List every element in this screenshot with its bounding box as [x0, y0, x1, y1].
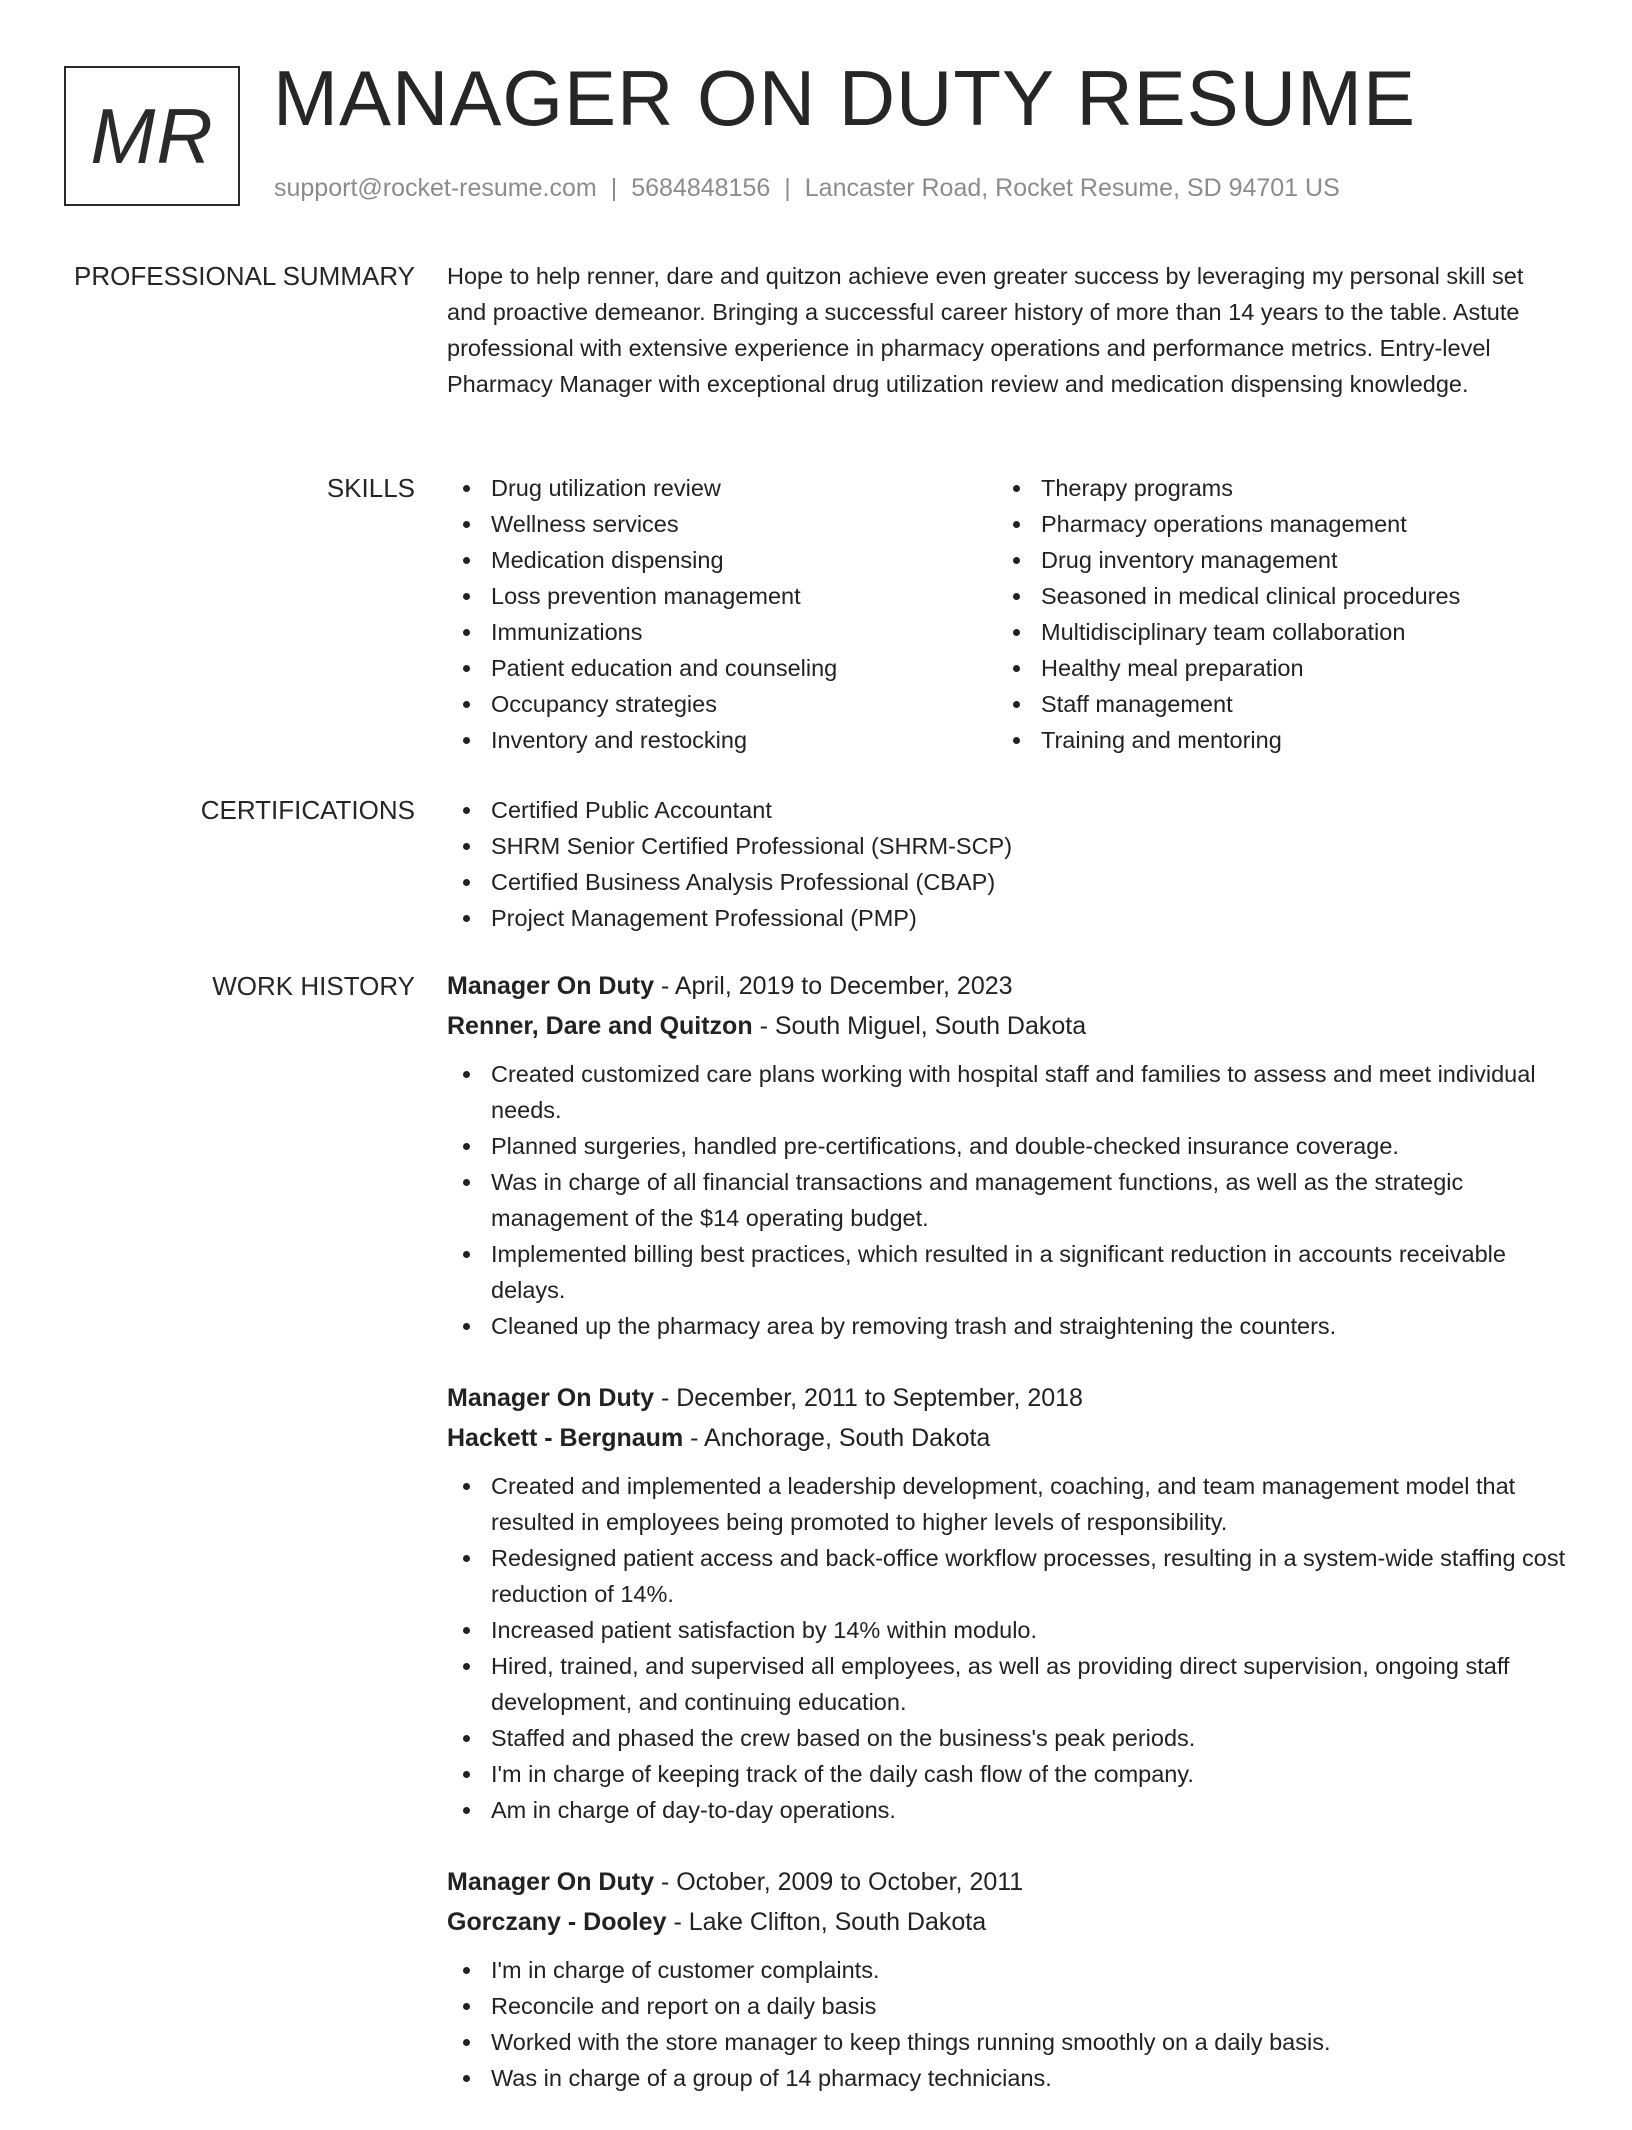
job-entry — [447, 1862, 1569, 2096]
job-bullet: Created customized care plans working with hospital staff and families to assess and meet individual needs. — [447, 1056, 1569, 1128]
job-company: Gorczany - Dooley — [447, 1908, 667, 1936]
job-location: - Anchorage, South Dakota — [690, 1424, 991, 1452]
skill-item: Patient education and counseling — [447, 650, 997, 686]
job-bullets — [447, 1056, 1569, 1344]
skill-item: Therapy programs — [997, 470, 1547, 506]
contact-line — [274, 174, 1340, 203]
job-company: Renner, Dare and Quitzon — [447, 1012, 753, 1040]
skill-item: Training and mentoring — [997, 722, 1547, 758]
job-location: - South Miguel, South Dakota — [759, 1012, 1087, 1040]
skill-item: Staff management — [997, 686, 1547, 722]
skill-item: Medication dispensing — [447, 542, 997, 578]
job-bullet: Increased patient satisfaction by 14% within modulo. — [447, 1612, 1569, 1648]
skills-body — [447, 470, 1569, 758]
job-dates: - December, 2011 to September, 2018 — [660, 1384, 1083, 1412]
job-title-line — [447, 1378, 1569, 1418]
job-bullet: Reconcile and report on a daily basis — [447, 1988, 1569, 2024]
job-bullets — [447, 1952, 1569, 2096]
summary-body — [447, 258, 1569, 402]
section-label-certifications: CERTIFICATIONS — [200, 795, 415, 825]
job-entry — [447, 1378, 1569, 1828]
job-bullet: I'm in charge of keeping track of the daily cash flow of the company. — [447, 1756, 1569, 1792]
job-company-line — [447, 1006, 1569, 1046]
job-title-line — [447, 966, 1569, 1006]
job-bullet: Implemented billing best practices, which resulted in a significant reduction in accounts receivable delays. — [447, 1236, 1569, 1308]
job-bullet: Am in charge of day-to-day operations. — [447, 1792, 1569, 1828]
job-bullet: Hired, trained, and supervised all employees, as well as providing direct supervision, ongoing staff development, and continuing education. — [447, 1648, 1569, 1720]
summary-text: Hope to help renner, dare and quitzon achieve even greater success by leveraging my personal skill set and proactive demeanor. Bringing a successful career history of more than 14 years to the table. Astute professional with extensive experience in pharmacy operations and performance metrics. Entry-level Pharmacy Manager with exceptional drug utilization review and medication dispensing knowledge. — [447, 263, 1524, 397]
section-label-summary: PROFESSIONAL SUMMARY — [74, 261, 415, 291]
contact-separator: | — [610, 174, 618, 202]
monogram-initials: MR — [90, 91, 214, 180]
certification-item: Certified Business Analysis Professional (CBAP) — [447, 864, 1569, 900]
skill-item: Loss prevention management — [447, 578, 997, 614]
job-bullet: Was in charge of all financial transactions and management functions, as well as the strategic management of the $14 operating budget. — [447, 1164, 1569, 1236]
job-bullet: Planned surgeries, handled pre-certifications, and double-checked insurance coverage. — [447, 1128, 1569, 1164]
certification-item: Project Management Professional (PMP) — [447, 900, 1569, 936]
resume-title: MANAGER ON DUTY RESUME — [273, 54, 1417, 142]
skills-list-right — [997, 470, 1547, 758]
contact-phone: 5684848156 — [631, 174, 771, 202]
skill-item: Wellness services — [447, 506, 997, 542]
section-label-skills: SKILLS — [326, 473, 415, 503]
skill-item: Pharmacy operations management — [997, 506, 1547, 542]
certifications-list — [447, 792, 1569, 936]
job-title: Manager On Duty — [447, 1384, 654, 1412]
job-bullet: Cleaned up the pharmacy area by removing trash and straightening the counters. — [447, 1308, 1569, 1344]
section-label-work-history: WORK HISTORY — [212, 971, 415, 1001]
certifications-body — [447, 792, 1569, 936]
job-bullets — [447, 1468, 1569, 1828]
skill-item: Multidisciplinary team collaboration — [997, 614, 1547, 650]
contact-address: Lancaster Road, Rocket Resume, SD 94701 US — [804, 174, 1340, 202]
work-history-body — [447, 966, 1569, 2130]
job-bullet: I'm in charge of customer complaints. — [447, 1952, 1569, 1988]
contact-separator: | — [784, 174, 791, 202]
job-entry — [447, 966, 1569, 1344]
job-dates: - April, 2019 to December, 2023 — [660, 972, 1013, 1000]
job-bullet: Staffed and phased the crew based on the business's peak periods. — [447, 1720, 1569, 1756]
job-company-line — [447, 1902, 1569, 1942]
certification-item: SHRM Senior Certified Professional (SHRM-SCP) — [447, 828, 1569, 864]
skill-item: Inventory and restocking — [447, 722, 997, 758]
skill-item: Immunizations — [447, 614, 997, 650]
job-bullet: Was in charge of a group of 14 pharmacy technicians. — [447, 2060, 1569, 2096]
job-title: Manager On Duty — [447, 972, 654, 1000]
skills-grid — [447, 470, 1569, 758]
job-bullet: Created and implemented a leadership development, coaching, and team management model that resulted in employees being promoted to higher levels of responsibility. — [447, 1468, 1569, 1540]
job-bullet: Redesigned patient access and back-office workflow processes, resulting in a system-wide staffing cost reduction of 14%. — [447, 1540, 1569, 1612]
job-company-line — [447, 1418, 1569, 1458]
skill-item: Drug inventory management — [997, 542, 1547, 578]
job-location: - Lake Clifton, South Dakota — [673, 1908, 987, 1936]
certification-item: Certified Public Accountant — [447, 792, 1569, 828]
skill-item: Seasoned in medical clinical procedures — [997, 578, 1547, 614]
job-title-line — [447, 1862, 1569, 1902]
skills-list-left — [447, 470, 997, 758]
job-bullet: Worked with the store manager to keep things running smoothly on a daily basis. — [447, 2024, 1569, 2060]
monogram-box — [64, 66, 240, 206]
job-company: Hackett - Bergnaum — [447, 1424, 684, 1452]
job-dates: - October, 2009 to October, 2011 — [660, 1868, 1024, 1896]
skill-item: Drug utilization review — [447, 470, 997, 506]
contact-email: support@rocket-resume.com — [274, 174, 597, 202]
skill-item: Occupancy strategies — [447, 686, 997, 722]
job-title: Manager On Duty — [447, 1868, 654, 1896]
skill-item: Healthy meal preparation — [997, 650, 1547, 686]
